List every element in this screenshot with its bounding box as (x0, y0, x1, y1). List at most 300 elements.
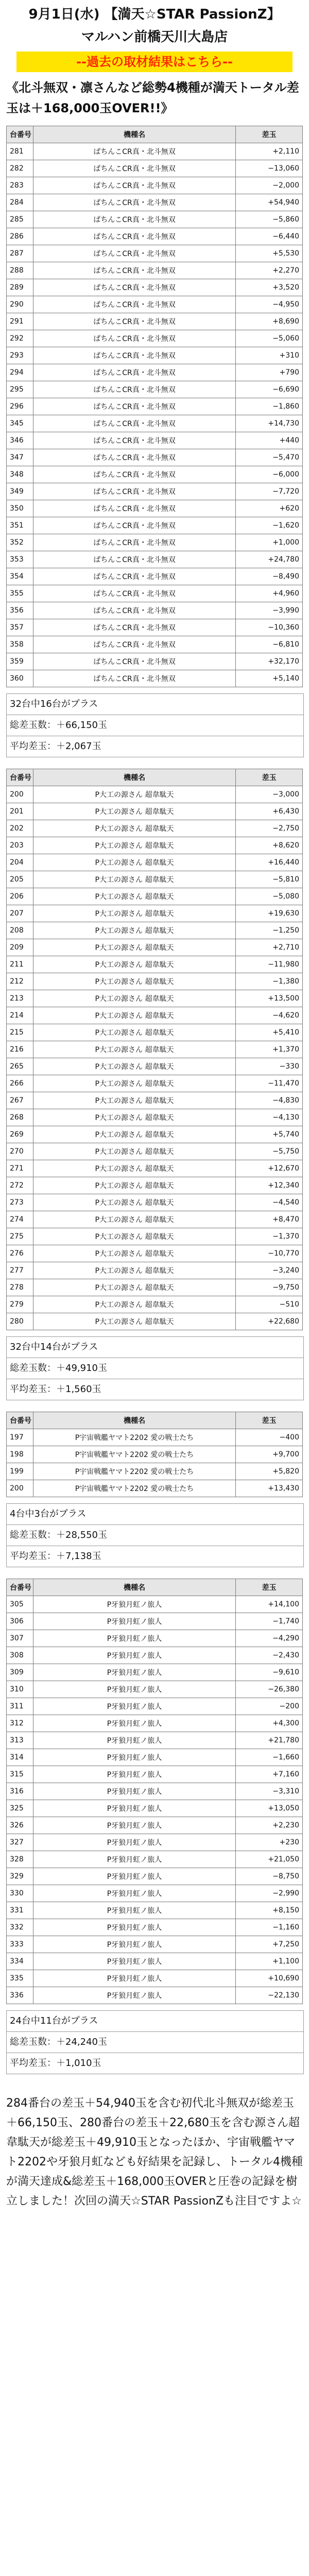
result-headline: 《北斗無双・凛さんなど総勢4機種が満天トータル差玉は＋168,000玉OVER!!》 (6, 80, 299, 115)
ball-diff-cell: +16,440 (236, 854, 303, 871)
ball-diff-cell: −1,860 (236, 398, 303, 415)
model-name-cell: P大工の源さん 超韋駄天 (33, 990, 236, 1007)
ball-diff-cell: +5,820 (236, 1463, 303, 1480)
ball-diff-cell: +7,250 (236, 1936, 303, 1953)
model-name-cell: P大工の源さん 超韋駄天 (33, 939, 236, 956)
table-row (7, 1007, 303, 1024)
table-row (7, 1970, 303, 1987)
model-name-cell: P大工の源さん 超韋駄天 (33, 1109, 236, 1126)
average-diff: 平均差玉：＋2,067玉 (7, 736, 303, 757)
table-row (7, 1885, 303, 1902)
ball-diff-cell: −13,060 (236, 160, 303, 177)
table-row (7, 939, 303, 956)
ball-diff-cell: +21,050 (236, 1851, 303, 1868)
ball-diff-cell: −1,160 (236, 1919, 303, 1936)
machine-number-cell: 334 (7, 1953, 33, 1970)
machine-number-cell: 355 (7, 585, 33, 602)
table-row (7, 1681, 303, 1698)
model-name-cell: P大工の源さん 超韋駄天 (33, 1177, 236, 1194)
table-row (7, 1126, 303, 1143)
section-spacer (6, 1567, 303, 1579)
table-row (7, 1851, 303, 1868)
machine-number-cell: 273 (7, 1194, 33, 1211)
table-row (7, 1429, 303, 1446)
table-row (7, 1715, 303, 1732)
model-name-cell: P大工の源さん 超韋駄天 (33, 1007, 236, 1024)
model-name-cell: P牙狼月虹ノ旅人 (33, 1664, 236, 1681)
ball-diff-cell: +14,730 (236, 415, 303, 432)
table-row (7, 786, 303, 803)
table-header-row (7, 1412, 303, 1429)
model-name-cell: ぱちんこCR真・北斗無双 (33, 330, 236, 347)
machine-number-cell: 359 (7, 653, 33, 670)
table-header-row (7, 126, 303, 143)
model-name-cell: ぱちんこCR真・北斗無双 (33, 160, 236, 177)
model-name-cell: ぱちんこCR真・北斗無双 (33, 364, 236, 381)
results-sections (6, 126, 303, 2086)
model-name-cell: P牙狼月虹ノ旅人 (33, 1647, 236, 1664)
table-row (7, 1245, 303, 1262)
table-row (7, 871, 303, 888)
ball-diff-cell: −2,430 (236, 1647, 303, 1664)
model-name-cell: ぱちんこCR真・北斗無双 (33, 551, 236, 568)
table-header-row (7, 769, 303, 786)
machine-number-cell: 313 (7, 1732, 33, 1749)
table-row (7, 653, 303, 670)
event-date-title: 9月1日(水) 【満天☆STAR PassionZ】 (28, 7, 281, 22)
ball-diff-cell: −4,620 (236, 1007, 303, 1024)
ball-diff-cell: −8,750 (236, 1868, 303, 1885)
model-name-cell: P牙狼月虹ノ旅人 (33, 1681, 236, 1698)
machine-number-cell: 270 (7, 1143, 33, 1160)
table-row (7, 160, 303, 177)
table-row (7, 279, 303, 296)
model-name-cell: P大工の源さん 超韋駄天 (33, 871, 236, 888)
machine-number-cell: 349 (7, 483, 33, 500)
table-row (7, 1698, 303, 1715)
ball-diff-cell: −6,690 (236, 381, 303, 398)
column-header-model: 機種名 (33, 1412, 236, 1429)
ball-diff-cell: +310 (236, 347, 303, 364)
table-row (7, 1463, 303, 1480)
table-row (7, 905, 303, 922)
total-diff: 総差玉数：＋66,150玉 (7, 715, 303, 736)
model-name-cell: P宇宙戦艦ヤマト2202 愛の戦士たち (33, 1463, 236, 1480)
column-header-diff: 差玉 (236, 1579, 303, 1596)
machine-number-cell: 283 (7, 177, 33, 194)
model-name-cell: P大工の源さん 超韋駄天 (33, 786, 236, 803)
machine-number-cell: 289 (7, 279, 33, 296)
table-row (7, 517, 303, 534)
model-name-cell: P牙狼月虹ノ旅人 (33, 1800, 236, 1817)
table-row (7, 228, 303, 245)
ball-diff-cell: −7,720 (236, 483, 303, 500)
model-name-cell: P牙狼月虹ノ旅人 (33, 1817, 236, 1834)
model-name-cell: P大工の源さん 超韋駄天 (33, 1075, 236, 1092)
machine-number-cell: 209 (7, 939, 33, 956)
table-row (7, 262, 303, 279)
plus-count: 4台中3台がプラス (10, 1509, 87, 1519)
ball-diff-cell: +4,960 (236, 585, 303, 602)
machine-number-cell: 353 (7, 551, 33, 568)
machine-number-cell: 201 (7, 803, 33, 820)
table-row (7, 1817, 303, 1834)
machine-number-cell: 288 (7, 262, 33, 279)
model-name-cell: P大工の源さん 超韋駄天 (33, 1092, 236, 1109)
machine-number-cell: 312 (7, 1715, 33, 1732)
table-row (7, 1041, 303, 1058)
table-row (7, 585, 303, 602)
ball-diff-cell: −1,250 (236, 922, 303, 939)
total-diff: 総差玉数：＋24,240玉 (7, 2031, 303, 2053)
results-table (6, 126, 303, 687)
ball-diff-cell: −3,990 (236, 602, 303, 619)
ball-diff-cell: −510 (236, 1296, 303, 1313)
table-row (7, 330, 303, 347)
ball-diff-cell: −26,380 (236, 1681, 303, 1698)
table-row (7, 1211, 303, 1228)
machine-number-cell: 309 (7, 1664, 33, 1681)
table-row (7, 602, 303, 619)
ball-diff-cell: −1,380 (236, 973, 303, 990)
model-name-cell: P牙狼月虹ノ旅人 (33, 1987, 236, 2004)
ball-diff-cell: +7,160 (236, 1766, 303, 1783)
model-name-cell: P牙狼月虹ノ旅人 (33, 1749, 236, 1766)
ball-diff-cell: +10,690 (236, 1970, 303, 1987)
ball-diff-cell: −11,470 (236, 1075, 303, 1092)
ball-diff-cell: −4,540 (236, 1194, 303, 1211)
model-name-cell: P大工の源さん 超韋駄天 (33, 820, 236, 837)
ball-diff-cell: −5,750 (236, 1143, 303, 1160)
ball-diff-cell: +6,430 (236, 803, 303, 820)
model-name-cell: P牙狼月虹ノ旅人 (33, 1919, 236, 1936)
model-name-cell: ぱちんこCR真・北斗無双 (33, 432, 236, 449)
table-row (7, 636, 303, 653)
ball-diff-cell: −5,860 (236, 211, 303, 228)
machine-number-cell: 200 (7, 786, 33, 803)
machine-number-cell: 315 (7, 1766, 33, 1783)
model-name-cell: P大工の源さん 超韋駄天 (33, 1143, 236, 1160)
machine-number-cell: 293 (7, 347, 33, 364)
past-results-link[interactable]: --過去の取材結果はこちら-- (16, 52, 293, 72)
plus-count: 32台中16台がプラス (10, 699, 98, 709)
table-row (7, 398, 303, 415)
model-name-cell: ぱちんこCR真・北斗無双 (33, 228, 236, 245)
average-diff: 平均差玉：＋1,010玉 (7, 2053, 303, 2074)
model-name-cell: P大工の源さん 超韋駄天 (33, 1262, 236, 1279)
table-row (7, 177, 303, 194)
column-header-diff: 差玉 (236, 1412, 303, 1429)
machine-number-cell: 330 (7, 1885, 33, 1902)
ball-diff-cell: −6,810 (236, 636, 303, 653)
machine-number-cell: 350 (7, 500, 33, 517)
ball-diff-cell: +13,430 (236, 1480, 303, 1497)
column-header-machine-no: 台番号 (7, 126, 33, 143)
table-row (7, 1630, 303, 1647)
machine-number-cell: 311 (7, 1698, 33, 1715)
model-name-cell: P牙狼月虹ノ旅人 (33, 1851, 236, 1868)
table-row (7, 990, 303, 1007)
table-row (7, 245, 303, 262)
machine-number-cell: 280 (7, 1313, 33, 1330)
table-row (7, 1228, 303, 1245)
results-table (6, 1579, 303, 2004)
model-name-cell: P大工の源さん 超韋駄天 (33, 922, 236, 939)
machine-number-cell: 328 (7, 1851, 33, 1868)
ball-diff-cell: −5,470 (236, 449, 303, 466)
model-name-cell: P大工の源さん 超韋駄天 (33, 1126, 236, 1143)
table-row (7, 347, 303, 364)
ball-diff-cell: −9,750 (236, 1279, 303, 1296)
model-name-cell: ぱちんこCR真・北斗無双 (33, 619, 236, 636)
machine-number-cell: 287 (7, 245, 33, 262)
table-row (7, 1936, 303, 1953)
model-name-cell: P牙狼月虹ノ旅人 (33, 1630, 236, 1647)
average-diff: 平均差玉：＋7,138玉 (7, 1546, 303, 1567)
machine-number-cell: 305 (7, 1596, 33, 1613)
ball-diff-cell: +8,150 (236, 1902, 303, 1919)
ball-diff-cell: +3,520 (236, 279, 303, 296)
ball-diff-cell: +4,300 (236, 1715, 303, 1732)
machine-number-cell: 208 (7, 922, 33, 939)
model-name-cell: P牙狼月虹ノ旅人 (33, 1613, 236, 1630)
model-name-cell: P大工の源さん 超韋駄天 (33, 956, 236, 973)
table-row (7, 1109, 303, 1126)
ball-diff-cell: +1,100 (236, 1953, 303, 1970)
model-name-cell: ぱちんこCR真・北斗無双 (33, 500, 236, 517)
machine-number-cell: 211 (7, 956, 33, 973)
model-name-cell: P牙狼月虹ノ旅人 (33, 1936, 236, 1953)
machine-number-cell: 265 (7, 1058, 33, 1075)
model-name-cell: P牙狼月虹ノ旅人 (33, 1715, 236, 1732)
table-row (7, 670, 303, 687)
machine-number-cell: 204 (7, 854, 33, 871)
model-name-cell: P大工の源さん 超韋駄天 (33, 803, 236, 820)
column-header-model: 機種名 (33, 769, 236, 786)
table-row (7, 568, 303, 585)
table-row (7, 1160, 303, 1177)
ball-diff-cell: −2,990 (236, 1885, 303, 1902)
ball-diff-cell: +19,630 (236, 905, 303, 922)
model-name-cell: ぱちんこCR真・北斗無双 (33, 653, 236, 670)
table-row (7, 432, 303, 449)
ball-diff-cell: −1,660 (236, 1749, 303, 1766)
ball-diff-cell: −2,750 (236, 820, 303, 837)
table-row (7, 854, 303, 871)
model-name-cell: ぱちんこCR真・北斗無双 (33, 262, 236, 279)
ball-diff-cell: +440 (236, 432, 303, 449)
table-row (7, 1262, 303, 1279)
machine-number-cell: 282 (7, 160, 33, 177)
machine-number-cell: 296 (7, 398, 33, 415)
model-name-cell: P大工の源さん 超韋駄天 (33, 837, 236, 854)
table-row (7, 820, 303, 837)
ball-diff-cell: −6,440 (236, 228, 303, 245)
model-name-cell: P大工の源さん 超韋駄天 (33, 888, 236, 905)
model-name-cell: ぱちんこCR真・北斗無双 (33, 381, 236, 398)
model-name-cell: ぱちんこCR真・北斗無双 (33, 466, 236, 483)
table-row (7, 1647, 303, 1664)
table-row (7, 973, 303, 990)
machine-number-cell: 352 (7, 534, 33, 551)
table-row (7, 194, 303, 211)
model-name-cell: ぱちんこCR真・北斗無双 (33, 585, 236, 602)
ball-diff-cell: −11,980 (236, 956, 303, 973)
table-row (7, 1143, 303, 1160)
machine-number-cell: 351 (7, 517, 33, 534)
table-row (7, 803, 303, 820)
ball-diff-cell: +790 (236, 364, 303, 381)
table-row (7, 1092, 303, 1109)
machine-number-cell: 325 (7, 1800, 33, 1817)
ball-diff-cell: −8,490 (236, 568, 303, 585)
machine-number-cell: 213 (7, 990, 33, 1007)
model-name-cell: ぱちんこCR真・北斗無双 (33, 313, 236, 330)
table-row (7, 1194, 303, 1211)
machine-number-cell: 278 (7, 1279, 33, 1296)
ball-diff-cell: −4,950 (236, 296, 303, 313)
table-row (7, 551, 303, 568)
model-name-cell: ぱちんこCR真・北斗無双 (33, 602, 236, 619)
model-name-cell: ぱちんこCR真・北斗無双 (33, 211, 236, 228)
table-row (7, 500, 303, 517)
machine-number-cell: 274 (7, 1211, 33, 1228)
model-name-cell: P大工の源さん 超韋駄天 (33, 1313, 236, 1330)
ball-diff-cell: +8,690 (236, 313, 303, 330)
total-diff: 総差玉数：＋49,910玉 (7, 1358, 303, 1379)
section-spacer (6, 1400, 303, 1412)
ball-diff-cell: +2,110 (236, 143, 303, 160)
machine-number-cell: 310 (7, 1681, 33, 1698)
model-name-cell: P牙狼月虹ノ旅人 (33, 1868, 236, 1885)
average-diff: 平均差玉：＋1,560玉 (7, 1379, 303, 1400)
section-summary (6, 1503, 304, 1567)
model-name-cell: P大工の源さん 超韋駄天 (33, 973, 236, 990)
machine-number-cell: 277 (7, 1262, 33, 1279)
ball-diff-cell: −22,130 (236, 1987, 303, 2004)
machine-number-cell: 206 (7, 888, 33, 905)
machine-number-cell: 276 (7, 1245, 33, 1262)
ball-diff-cell: +2,270 (236, 262, 303, 279)
table-header-row (7, 1579, 303, 1596)
ball-diff-cell: +13,500 (236, 990, 303, 1007)
table-row (7, 956, 303, 973)
table-row (7, 1953, 303, 1970)
table-row (7, 888, 303, 905)
ball-diff-cell: +32,170 (236, 653, 303, 670)
ball-diff-cell: −6,000 (236, 466, 303, 483)
model-name-cell: P大工の源さん 超韋駄天 (33, 1058, 236, 1075)
machine-number-cell: 197 (7, 1429, 33, 1446)
table-row (7, 1868, 303, 1885)
model-name-cell: P宇宙戦艦ヤマト2202 愛の戦士たち (33, 1446, 236, 1463)
plus-count: 24台中11台がプラス (10, 2015, 98, 2026)
column-header-diff: 差玉 (236, 126, 303, 143)
model-name-cell: P大工の源さん 超韋駄天 (33, 854, 236, 871)
table-row (7, 211, 303, 228)
model-name-cell: P宇宙戦艦ヤマト2202 愛の戦士たち (33, 1429, 236, 1446)
ball-diff-cell: +24,780 (236, 551, 303, 568)
table-row (7, 1024, 303, 1041)
machine-number-cell: 285 (7, 211, 33, 228)
table-row (7, 143, 303, 160)
model-name-cell: P牙狼月虹ノ旅人 (33, 1783, 236, 1800)
table-row (7, 1749, 303, 1766)
model-name-cell: ぱちんこCR真・北斗無双 (33, 398, 236, 415)
total-diff: 総差玉数：＋28,550玉 (7, 1524, 303, 1546)
machine-number-cell: 357 (7, 619, 33, 636)
table-row (7, 1279, 303, 1296)
machine-number-cell: 291 (7, 313, 33, 330)
ball-diff-cell: +5,140 (236, 670, 303, 687)
machine-number-cell: 316 (7, 1783, 33, 1800)
ball-diff-cell: +13,050 (236, 1800, 303, 1817)
ball-diff-cell: +14,100 (236, 1596, 303, 1613)
table-row (7, 1664, 303, 1681)
ball-diff-cell: +1,000 (236, 534, 303, 551)
model-name-cell: P牙狼月虹ノ旅人 (33, 1732, 236, 1749)
machine-number-cell: 326 (7, 1817, 33, 1834)
machine-number-cell: 306 (7, 1613, 33, 1630)
ball-diff-cell: +2,230 (236, 1817, 303, 1834)
ball-diff-cell: −3,310 (236, 1783, 303, 1800)
machine-number-cell: 295 (7, 381, 33, 398)
table-row (7, 415, 303, 432)
model-name-cell: ぱちんこCR真・北斗無双 (33, 194, 236, 211)
table-row (7, 296, 303, 313)
machine-number-cell: 345 (7, 415, 33, 432)
ball-diff-cell: −10,770 (236, 1245, 303, 1262)
ball-diff-cell: +12,670 (236, 1160, 303, 1177)
table-row (7, 1446, 303, 1463)
ball-diff-cell: +54,940 (236, 194, 303, 211)
ball-diff-cell: +1,370 (236, 1041, 303, 1058)
ball-diff-cell: +8,470 (236, 1211, 303, 1228)
model-name-cell: P大工の源さん 超韋駄天 (33, 1296, 236, 1313)
machine-number-cell: 281 (7, 143, 33, 160)
closing-paragraph: 284番台の差玉＋54,940玉を含む初代北斗無双が総差玉＋66,150玉、280番台の差玉＋22,680玉を含む源さん超韋駄天が総差玉＋49,910玉となったほか、宇宙戦艦ヤマト2202や牙狼月虹なども好結果を記録し、トータル4機種が満天達成&総差玉＋168,000玉OVERと圧巻の記録を樹立しました！次回の満天☆STAR PassionZも注目ですよ☆ (6, 2097, 303, 2208)
ball-diff-cell: −3,240 (236, 1262, 303, 1279)
section-summary (6, 693, 304, 757)
machine-number-cell: 271 (7, 1160, 33, 1177)
machine-number-cell: 272 (7, 1177, 33, 1194)
ball-diff-cell: +620 (236, 500, 303, 517)
table-row (7, 1919, 303, 1936)
machine-number-cell: 347 (7, 449, 33, 466)
machine-number-cell: 200 (7, 1480, 33, 1497)
column-header-machine-no: 台番号 (7, 1412, 33, 1429)
ball-diff-cell: −4,130 (236, 1109, 303, 1126)
machine-number-cell: 329 (7, 1868, 33, 1885)
machine-number-cell: 346 (7, 432, 33, 449)
ball-diff-cell: +12,340 (236, 1177, 303, 1194)
model-name-cell: P大工の源さん 超韋駄天 (33, 1160, 236, 1177)
machine-number-cell: 286 (7, 228, 33, 245)
section-spacer (6, 757, 303, 769)
machine-number-cell: 308 (7, 1647, 33, 1664)
model-name-cell: ぱちんこCR真・北斗無双 (33, 449, 236, 466)
table-row (7, 381, 303, 398)
ball-diff-cell: +2,710 (236, 939, 303, 956)
ball-diff-cell: −2,000 (236, 177, 303, 194)
table-row (7, 364, 303, 381)
model-name-cell: P大工の源さん 超韋駄天 (33, 1245, 236, 1262)
model-name-cell: ぱちんこCR真・北斗無双 (33, 245, 236, 262)
model-name-cell: ぱちんこCR真・北斗無双 (33, 517, 236, 534)
model-name-cell: P牙狼月虹ノ旅人 (33, 1953, 236, 1970)
machine-number-cell: 215 (7, 1024, 33, 1041)
model-name-cell: P大工の源さん 超韋駄天 (33, 1279, 236, 1296)
